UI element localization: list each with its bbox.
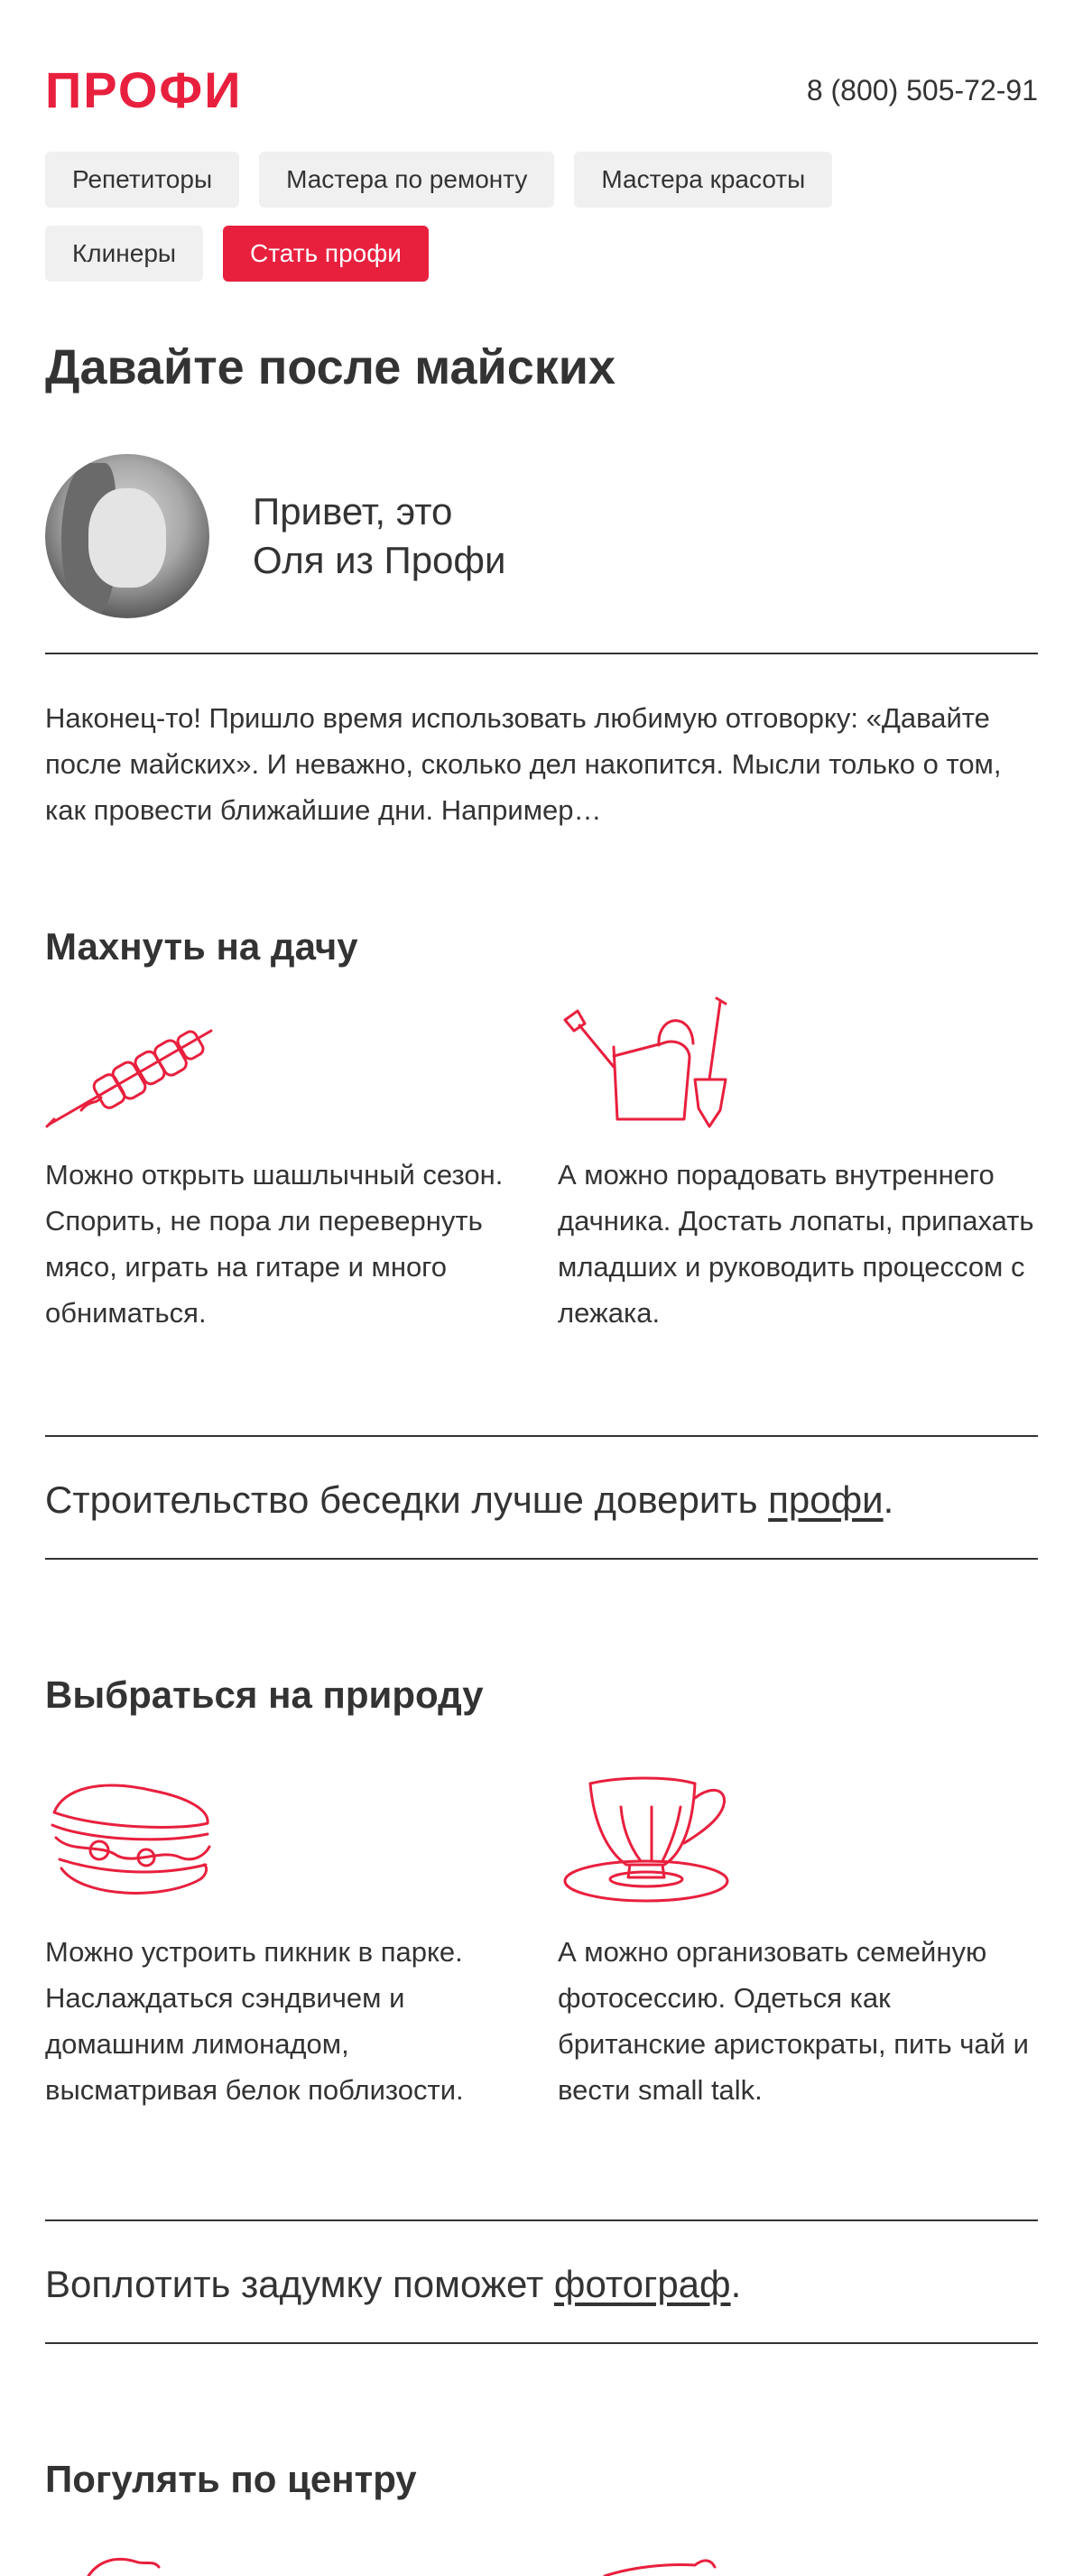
nature-left-text: Можно устроить пикник в парке. Наслаждаться сэндвичем и домашним лимонадом, высматривая белок поблизости. xyxy=(45,1936,464,2106)
nav-cleaners-button[interactable]: Клинеры xyxy=(45,226,203,282)
avatar xyxy=(45,454,209,618)
section-heading-center: Погулять по центру xyxy=(45,2458,417,2500)
teacup-icon xyxy=(558,1771,738,1906)
sandwich-icon xyxy=(45,1771,217,1906)
author-greeting-line2: Оля из Профи xyxy=(253,539,506,581)
divider xyxy=(45,2219,1038,2221)
watering-can-icon xyxy=(558,993,756,1128)
nav-beauty-button[interactable]: Мастера красоты xyxy=(574,152,832,208)
nav-tutors-button[interactable]: Репетиторы xyxy=(45,152,239,208)
skewer-icon xyxy=(45,993,217,1128)
cta-gazebo-suffix: . xyxy=(883,1478,894,1521)
author-greeting xyxy=(253,487,505,585)
divider xyxy=(45,1558,1038,1560)
nature-right-text: А можно организовать семейную фотосессию. Одеться как британские аристократы, пить чай и вести small talk. xyxy=(558,1936,1029,2106)
illustration-icon xyxy=(81,2554,171,2576)
cta-gazebo-text: Строительство беседки лучше доверить xyxy=(45,1478,769,1521)
cta-photo-suffix: . xyxy=(730,2263,742,2305)
photographer-link[interactable]: фотограф xyxy=(553,2263,731,2305)
section-heading-nature: Выбраться на природу xyxy=(45,1673,484,1716)
page-title: Давайте после майских xyxy=(45,340,616,394)
dacha-right-text: А можно порадовать внутреннего дачника. Достать лопаты, припахать младших и руководить процессом с лежака. xyxy=(558,1159,1034,1329)
dacha-left-text: Можно открыть шашлычный сезон. Спорить, не пора ли перевернуть мясо, играть на гитаре и много обниматься. xyxy=(45,1159,504,1329)
author-block xyxy=(45,454,505,618)
divider xyxy=(45,653,1038,654)
avatar-face-shape xyxy=(88,488,166,588)
section-heading-dacha: Махнуть на дачу xyxy=(45,925,358,968)
profi-logo[interactable]: ПРОФИ xyxy=(45,61,243,118)
header xyxy=(45,61,1038,118)
profi-link[interactable]: профи xyxy=(768,1478,884,1521)
author-greeting-line1: Привет, это xyxy=(253,490,453,533)
cta-photo-text: Воплотить задумку поможет xyxy=(45,2263,554,2305)
cta-gazebo xyxy=(45,1475,1038,1525)
phone-link[interactable]: 8 (800) 505-72-91 xyxy=(806,73,1038,107)
divider xyxy=(45,2342,1038,2344)
cta-photo xyxy=(45,2259,1038,2310)
intro-paragraph: Наконец-то! Пришло время использовать любимую отговорку: «Давайте после майских». И неважно, сколько дел накопится. Мысли только о том, как провести ближайшие дни. Например… xyxy=(45,702,1002,826)
become-profi-button[interactable]: Стать профи xyxy=(223,226,429,282)
illustration-icon xyxy=(596,2554,722,2576)
category-nav xyxy=(45,152,948,282)
nav-repair-button[interactable]: Мастера по ремонту xyxy=(259,152,554,208)
divider xyxy=(45,1435,1038,1437)
